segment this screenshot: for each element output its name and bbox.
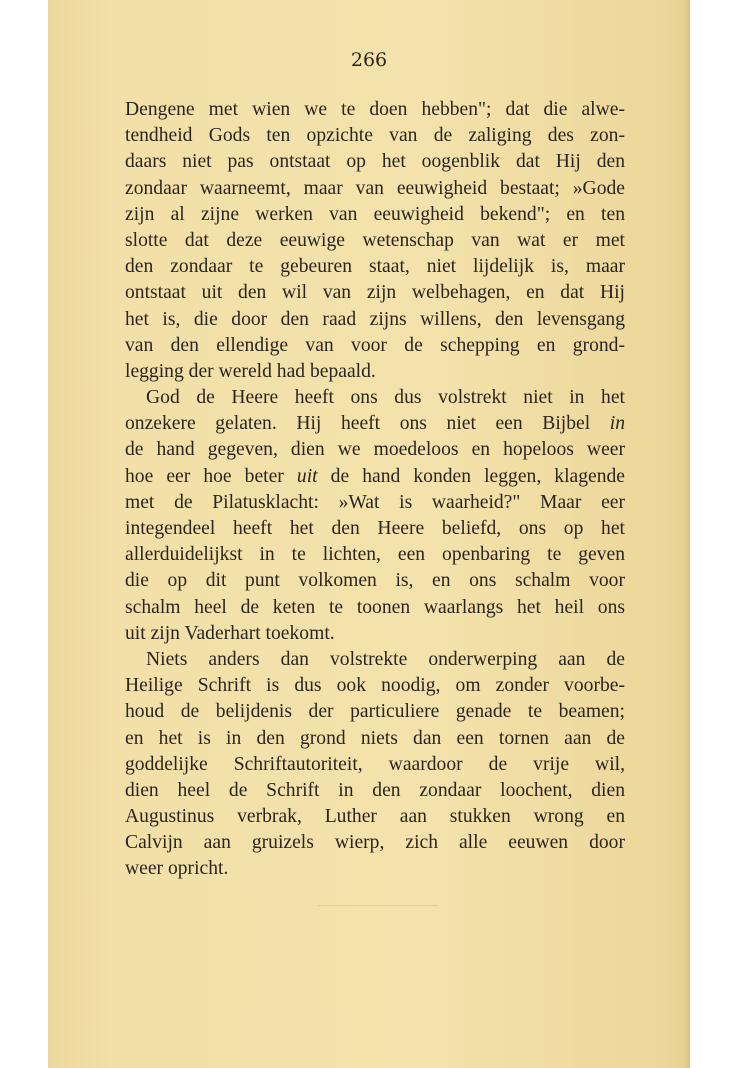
text-line: dien heel de Schrift in den zondaar loochent, dien (125, 779, 625, 801)
text-line: Niets anders dan volstrekte onderwerping aan de (146, 648, 625, 670)
text-line: het is, die door den raad zijns willens, den levensgang (125, 308, 625, 330)
text-line: Augustinus verbrak, Luther aan stukken wrong en (125, 806, 625, 828)
text-line: Heilige Schrift is dus ook noodig, om zonder voorbe- (125, 675, 625, 697)
text-line: weer opricht. (125, 858, 229, 880)
page-number: 266 (350, 49, 388, 71)
text-line-with-italic (125, 464, 625, 490)
text-line: Dengene met wien we te doen hebben"; dat die alwe- (125, 99, 625, 120)
faint-rule (318, 905, 438, 906)
text-line: ontstaat uit den wil van zijn welbehagen, en dat Hij (125, 282, 625, 304)
book-page (48, 0, 690, 1068)
text-line-with-italic (125, 411, 625, 437)
text-fragment: onzekere gelaten. Hij heeft ons niet een Bijbel (125, 413, 591, 435)
italic-word: uit (296, 465, 318, 487)
text-line: Calvijn aan gruizels wierp, zich alle eeuwen door (125, 832, 625, 854)
text-line: allerduidelijkst in te lichten, een openbaring te geven (125, 544, 625, 566)
text-line: slotte dat deze eeuwige wetenschap van wat er met (125, 229, 625, 251)
text-line: die op dit punt volkomen is, en ons schalm voor (125, 570, 625, 592)
text-line: daars niet pas ontstaat op het oogenblik dat Hij den (125, 151, 625, 173)
italic-word: in (609, 413, 625, 435)
text-line: zondaar waarneemt, maar van eeuwigheid bestaat; »Gode (125, 177, 625, 199)
text-line: legging der wereld had bepaald. (125, 360, 376, 382)
text-line: zijn al zijne werken van eeuwigheid bekend"; en ten (125, 203, 625, 225)
page-edge-shadow (684, 0, 690, 1068)
text-line: en het is in den grond niets dan een tornen aan de (125, 727, 625, 749)
body-text (125, 97, 625, 883)
text-fragment: de hand konden leggen, klagende (330, 465, 625, 487)
text-line: integendeel heeft het den Heere beliefd, ons op het (125, 518, 625, 539)
text-line: van den ellendige van voor de schepping en grond- (125, 334, 625, 356)
text-line: tendheid Gods ten opzichte van de zaliging des zon- (125, 125, 625, 147)
text-line: uit zijn Vaderhart toekomt. (125, 622, 335, 644)
text-line: God de Heere heeft ons dus volstrekt niet in het (146, 387, 625, 409)
text-line: met de Pilatusklacht: »Wat is waarheid?" Maar eer (125, 491, 625, 513)
text-line: goddelijke Schriftautoriteit, waardoor de vrije wil, (125, 753, 625, 775)
text-line: de hand gegeven, dien we moedeloos en hopeloos weer (125, 439, 625, 461)
text-line: den zondaar te gebeuren staat, niet lijdelijk is, maar (125, 256, 625, 278)
text-line: schalm heel de keten te toonen waarlangs het heil ons (125, 596, 625, 618)
text-line: houd de belijdenis der particuliere genade te beamen; (125, 701, 625, 723)
text-fragment: hoe eer hoe beter (125, 465, 284, 487)
